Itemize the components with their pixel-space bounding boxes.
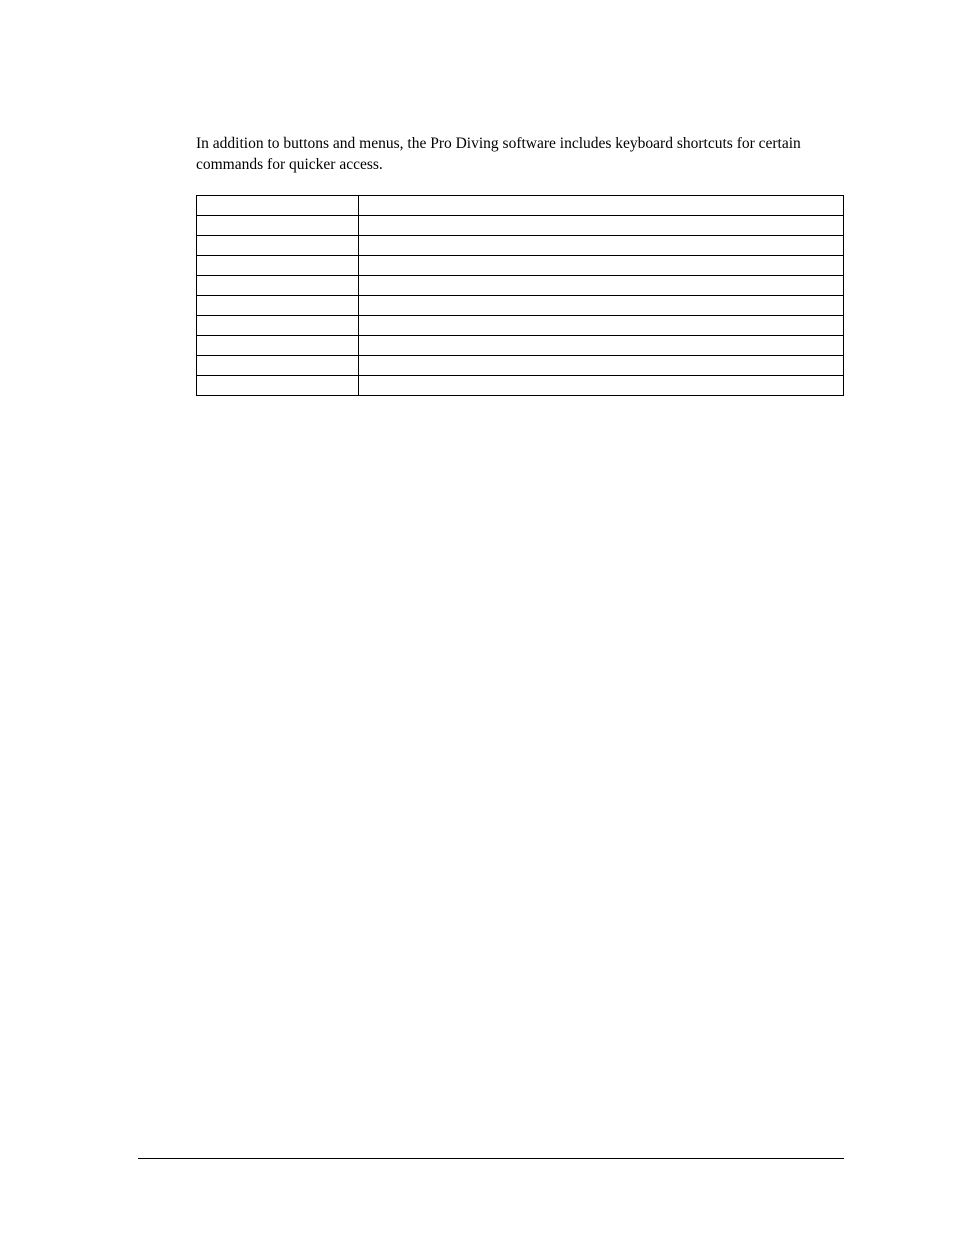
footer-divider xyxy=(138,1158,844,1159)
table-row xyxy=(197,256,844,276)
table-row xyxy=(197,196,844,216)
shortcut-command-cell xyxy=(359,296,844,316)
shortcut-command-cell xyxy=(359,316,844,336)
shortcut-key-cell xyxy=(197,276,359,296)
shortcut-key-cell xyxy=(197,356,359,376)
table-row xyxy=(197,356,844,376)
intro-paragraph: In addition to buttons and menus, the Pro Diving software includes keyboard shortcuts for certain commands for quicker access. xyxy=(196,135,801,173)
table-row xyxy=(197,276,844,296)
shortcut-command-cell xyxy=(359,196,844,216)
shortcut-command-cell xyxy=(359,276,844,296)
keyboard-shortcuts-table xyxy=(196,195,844,396)
shortcut-key-cell xyxy=(197,316,359,336)
shortcut-key-cell xyxy=(197,236,359,256)
shortcut-command-cell xyxy=(359,236,844,256)
shortcut-key-cell xyxy=(197,216,359,236)
shortcut-key-cell xyxy=(197,196,359,216)
table-row xyxy=(197,336,844,356)
table-row xyxy=(197,296,844,316)
shortcut-command-cell xyxy=(359,336,844,356)
table-row xyxy=(197,216,844,236)
shortcut-command-cell xyxy=(359,256,844,276)
shortcut-key-cell xyxy=(197,376,359,396)
shortcut-key-cell xyxy=(197,256,359,276)
table-row xyxy=(197,236,844,256)
table-row xyxy=(197,376,844,396)
shortcut-key-cell xyxy=(197,336,359,356)
table-row xyxy=(197,316,844,336)
shortcut-command-cell xyxy=(359,216,844,236)
shortcut-command-cell xyxy=(359,376,844,396)
shortcut-key-cell xyxy=(197,296,359,316)
shortcut-command-cell xyxy=(359,356,844,376)
